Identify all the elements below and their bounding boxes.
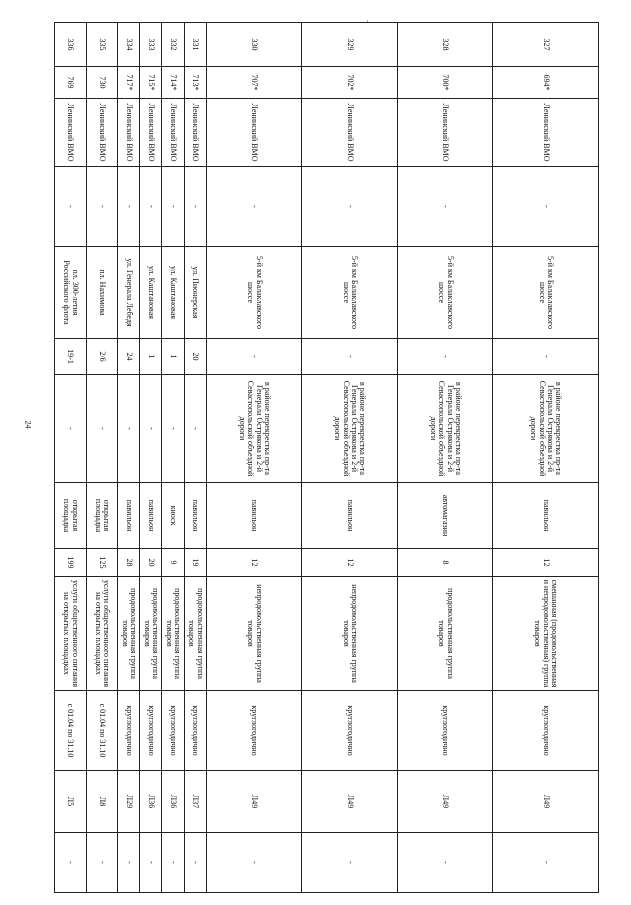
cell-house-number: 24 — [118, 339, 140, 375]
cell-row-number: 334 — [118, 23, 140, 67]
cell-house-number: 20 — [184, 339, 206, 375]
cell-period: круглогодично — [397, 691, 493, 771]
cell-landmark: в районе перекрестка пр-та Генерала Острякова и 2-й Севастопольской объездной дороги — [397, 375, 493, 483]
cell-location-code: Л49 — [397, 771, 493, 833]
cell-last-column: - — [493, 833, 599, 893]
cell-period: круглогодично — [118, 691, 140, 771]
cell-house-number: - — [397, 339, 493, 375]
cell-column-4: - — [55, 167, 87, 247]
cell-object-code: 707* — [206, 67, 302, 99]
cell-period: с 01.04 по 31.10 — [86, 691, 117, 771]
cell-period: круглогодично — [140, 691, 162, 771]
cell-last-column: - — [55, 833, 87, 893]
cell-location-code: Л8 — [86, 771, 117, 833]
cell-row-number: 328 — [397, 23, 493, 67]
cell-street: ул. Каштановая — [162, 247, 184, 339]
cell-goods-group: продовольственная группа товаров — [162, 577, 184, 691]
table-row — [118, 23, 140, 893]
cell-landmark: - — [184, 375, 206, 483]
cell-landmark: - — [162, 375, 184, 483]
cell-landmark: - — [86, 375, 117, 483]
cell-district: Ленинский ВМО — [397, 99, 493, 167]
cell-house-number: 1 — [140, 339, 162, 375]
cell-period: круглогодично — [302, 691, 398, 771]
cell-object-code: 714* — [162, 67, 184, 99]
table-row — [206, 23, 302, 893]
cell-last-column: - — [118, 833, 140, 893]
cell-area: 28 — [118, 549, 140, 577]
cell-location-code: Л5 — [55, 771, 87, 833]
page-number: 24 — [23, 420, 33, 429]
table-row — [55, 23, 87, 893]
cell-object-type: павильон — [184, 483, 206, 549]
cell-object-code: 702* — [302, 67, 398, 99]
cell-column-4: - — [206, 167, 302, 247]
cell-period: круглогодично — [493, 691, 599, 771]
cell-column-4: - — [397, 167, 493, 247]
cell-district: Ленинский ВМО — [86, 99, 117, 167]
kiosk-table — [54, 22, 599, 893]
cell-location-code: Л29 — [118, 771, 140, 833]
cell-last-column: - — [86, 833, 117, 893]
cell-landmark: - — [118, 375, 140, 483]
cell-object-type: павильон — [493, 483, 599, 549]
cell-house-number: - — [302, 339, 398, 375]
cell-object-code: 713* — [184, 67, 206, 99]
cell-area: 9 — [162, 549, 184, 577]
cell-street: 5-й км Балаклавского шоссе — [397, 247, 493, 339]
cell-row-number: 332 — [162, 23, 184, 67]
cell-district: Ленинский ВМО — [118, 99, 140, 167]
cell-district: Ленинский ВМО — [140, 99, 162, 167]
cell-area: 12 — [302, 549, 398, 577]
cell-area: 199 — [55, 549, 87, 577]
cell-location-code: Л49 — [206, 771, 302, 833]
cell-last-column: - — [140, 833, 162, 893]
cell-street: пл. Нахимова — [86, 247, 117, 339]
cell-area: 20 — [140, 549, 162, 577]
cell-row-number: 331 — [184, 23, 206, 67]
cell-house-number: 1 — [162, 339, 184, 375]
cell-object-type: открытая площадка — [86, 483, 117, 549]
cell-location-code: Л49 — [302, 771, 398, 833]
cell-goods-group: услуги общественного питания на открытых площадках — [86, 577, 117, 691]
cell-period: круглогодично — [162, 691, 184, 771]
cell-period: с 01.04 по 31.10 — [55, 691, 87, 771]
cell-object-type: киоск — [162, 483, 184, 549]
cell-landmark: в районе перекрестка пр-та Генерала Острякова и 2-й Севастопольской объездной дороги — [302, 375, 398, 483]
cell-object-type: павильон — [140, 483, 162, 549]
rotated-table-wrapper — [54, 22, 599, 892]
cell-goods-group: продовольственная группа товаров — [184, 577, 206, 691]
cell-goods-group: продовольственная группа товаров — [118, 577, 140, 691]
cell-column-4: - — [184, 167, 206, 247]
cell-location-code: Л49 — [493, 771, 599, 833]
cell-house-number: - — [206, 339, 302, 375]
table-row — [140, 23, 162, 893]
table-row — [162, 23, 184, 893]
cell-street: ул. Каштановая — [140, 247, 162, 339]
cell-column-4: - — [302, 167, 398, 247]
table-row — [86, 23, 117, 893]
cell-row-number: 333 — [140, 23, 162, 67]
cell-object-type: павильон — [206, 483, 302, 549]
cell-object-type: открытая площадка — [55, 483, 87, 549]
cell-goods-group: смешанная (продовольственная и непродовольственная) группа товаров — [493, 577, 599, 691]
cell-row-number: 336 — [55, 23, 87, 67]
cell-goods-group: услуги общественного питания на открытых площадках — [55, 577, 87, 691]
cell-house-number: 19-1 — [55, 339, 87, 375]
cell-landmark: в районе перекрестка пр-та Генерала Острякова и 2-й Севастопольской объездной дороги — [206, 375, 302, 483]
cell-object-code: 694* — [493, 67, 599, 99]
cell-house-number: 2/6 — [86, 339, 117, 375]
cell-object-code: 715* — [140, 67, 162, 99]
cell-street: ул. Пионерская — [184, 247, 206, 339]
cell-object-code: 769 — [55, 67, 87, 99]
cell-area: 12 — [493, 549, 599, 577]
cell-area: 8 — [397, 549, 493, 577]
cell-location-code: Л36 — [162, 771, 184, 833]
cell-street: 5-й км Балаклавского шоссе — [206, 247, 302, 339]
cell-object-code: 717* — [118, 67, 140, 99]
cell-street: 5-й км Балаклавского шоссе — [302, 247, 398, 339]
cell-object-code: 700* — [397, 67, 493, 99]
cell-row-number: 330 — [206, 23, 302, 67]
cell-row-number: 329 — [302, 23, 398, 67]
cell-area: 12 — [206, 549, 302, 577]
cell-landmark: - — [140, 375, 162, 483]
cell-period: круглогодично — [206, 691, 302, 771]
cell-object-type: павильон — [302, 483, 398, 549]
cell-area: 19 — [184, 549, 206, 577]
cell-row-number: 327 — [493, 23, 599, 67]
cell-last-column: - — [397, 833, 493, 893]
cell-column-4: - — [162, 167, 184, 247]
table-body — [55, 23, 599, 893]
cell-last-column: - — [184, 833, 206, 893]
cell-district: Ленинский ВМО — [55, 99, 87, 167]
scan-mark: ' — [367, 19, 369, 28]
cell-object-type: автомагазин — [397, 483, 493, 549]
cell-column-4: - — [493, 167, 599, 247]
cell-house-number: - — [493, 339, 599, 375]
cell-last-column: - — [302, 833, 398, 893]
cell-column-4: - — [140, 167, 162, 247]
cell-landmark: в районе перекрестка пр-та Генерала Острякова и 2-й Севастопольской объездной дороги — [493, 375, 599, 483]
cell-district: Ленинский ВМО — [493, 99, 599, 167]
cell-location-code: Л37 — [184, 771, 206, 833]
cell-location-code: Л36 — [140, 771, 162, 833]
cell-goods-group: непродовольственная группа товаров — [206, 577, 302, 691]
cell-district: Ленинский ВМО — [302, 99, 398, 167]
cell-object-code: 730 — [86, 67, 117, 99]
table-row — [397, 23, 493, 893]
cell-goods-group: непродовольственная группа товаров — [302, 577, 398, 691]
cell-goods-group: продовольственная группа товаров — [397, 577, 493, 691]
table-row — [184, 23, 206, 893]
cell-street: 5-й км Балаклавского шоссе — [493, 247, 599, 339]
cell-column-4: - — [86, 167, 117, 247]
cell-street: ул. Генерала Лебедя — [118, 247, 140, 339]
cell-landmark: - — [55, 375, 87, 483]
cell-row-number: 335 — [86, 23, 117, 67]
cell-street: пл. 300-летия Российского флота — [55, 247, 87, 339]
cell-last-column: - — [206, 833, 302, 893]
cell-district: Ленинский ВМО — [162, 99, 184, 167]
cell-last-column: - — [162, 833, 184, 893]
cell-goods-group: продовольственная группа товаров — [140, 577, 162, 691]
cell-column-4: - — [118, 167, 140, 247]
cell-period: круглогодично — [184, 691, 206, 771]
cell-district: Ленинский ВМО — [206, 99, 302, 167]
cell-object-type: павильон — [118, 483, 140, 549]
table-row — [302, 23, 398, 893]
cell-area: 125 — [86, 549, 117, 577]
cell-district: Ленинский ВМО — [184, 99, 206, 167]
table-row — [493, 23, 599, 893]
